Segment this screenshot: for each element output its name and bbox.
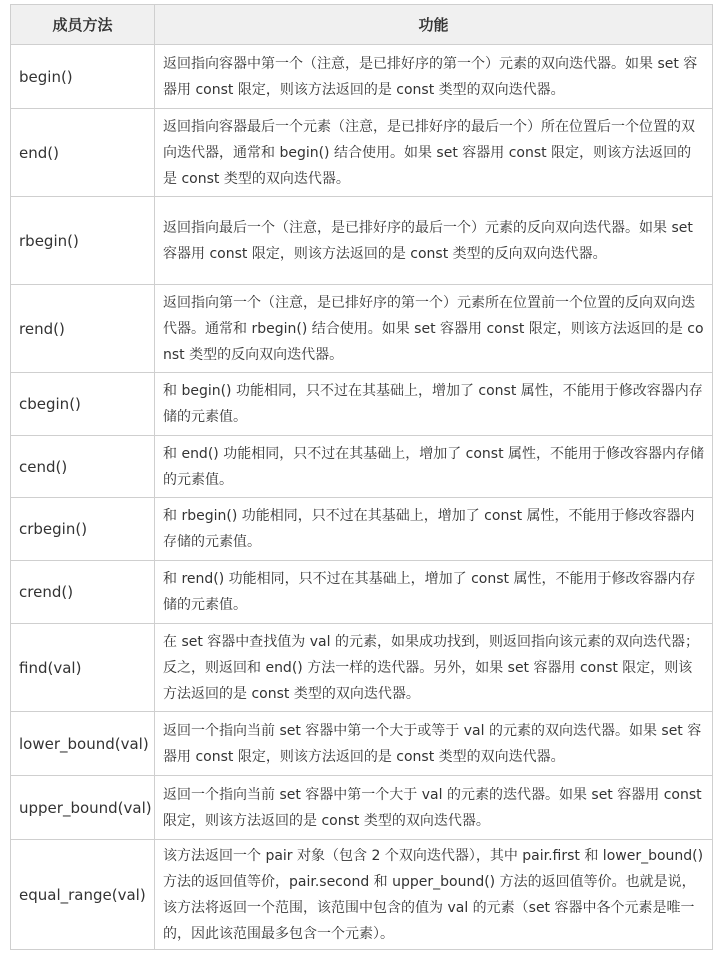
function-description-cell	[155, 436, 713, 498]
function-description-text: 和 begin() 功能相同，只不过在其基础上，增加了 const 属性，不能用于修改容器内存储的元素值。	[163, 383, 703, 425]
member-method-cell: rbegin()	[11, 197, 155, 285]
function-description-text: 和 end() 功能相同，只不过在其基础上，增加了 const 属性，不能用于修改容器内存储的元素值。	[163, 445, 705, 488]
member-method-cell: equal_range(val)	[11, 840, 155, 950]
function-description-cell	[155, 285, 713, 373]
table-row	[11, 436, 713, 498]
function-description-text: 该方法返回一个 pair 对象（包含 2 个双向迭代器），其中 pair.first 和 lower_bound() 方法的返回值等价，pair.second 和 upper_bound() 方法的返回值等价。也就是说，该方法将返回一个范围，该范围中包含的值为 val 的元素（set 容器中各个元素是唯一的，因此该范围最多包含一个元素）。	[163, 847, 704, 942]
function-description-text: 返回指向容器最后一个元素（注意，是已排好序的最后一个）所在位置后一个位置的双向迭代器，通常和 begin() 结合使用。如果 set 容器用 const 限定，则该方法返回的是 const 类型的双向迭代器。	[163, 118, 695, 187]
set-methods-table	[10, 4, 713, 950]
header-function: 功能	[155, 5, 713, 45]
table-body	[11, 45, 713, 950]
member-method-cell: end()	[11, 109, 155, 197]
table-row	[11, 840, 713, 950]
table-row	[11, 285, 713, 373]
function-description-text: 返回指向最后一个（注意，是已排好序的最后一个）元素的反向双向迭代器。如果 set 容器用 const 限定，则该方法返回的是 const 类型的反向双向迭代器。	[163, 219, 693, 262]
function-description-cell	[155, 624, 713, 712]
function-description-cell	[155, 45, 713, 109]
member-method-cell: crend()	[11, 561, 155, 624]
table-row	[11, 373, 713, 436]
function-description-cell	[155, 712, 713, 776]
table-row	[11, 712, 713, 776]
function-description-text: 在 set 容器中查找值为 val 的元素，如果成功找到，则返回指向该元素的双向迭代器；反之，则返回和 end() 方法一样的迭代器。另外，如果 set 容器用 const 限定，则该方法返回的是 const 类型的双向迭代器。	[163, 633, 699, 702]
table-row	[11, 498, 713, 561]
member-method-cell: rend()	[11, 285, 155, 373]
function-description-cell	[155, 498, 713, 561]
function-description-cell	[155, 776, 713, 840]
member-method-cell: lower_bound(val)	[11, 712, 155, 776]
function-description-cell	[155, 109, 713, 197]
table-header	[11, 5, 713, 45]
table-row	[11, 45, 713, 109]
member-method-cell: cbegin()	[11, 373, 155, 436]
function-description-cell	[155, 561, 713, 624]
function-description-text: 和 rbegin() 功能相同，只不过在其基础上，增加了 const 属性，不能用于修改容器内存储的元素值。	[163, 508, 695, 550]
member-method-cell: cend()	[11, 436, 155, 498]
function-description-text: 返回指向第一个（注意，是已排好序的第一个）元素所在位置前一个位置的反向双向迭代器。通常和 rbegin() 结合使用。如果 set 容器用 const 限定，则该方法返回的是 const 类型的反向双向迭代器。	[163, 294, 704, 363]
member-method-cell: begin()	[11, 45, 155, 109]
function-description-text: 返回一个指向当前 set 容器中第一个大于 val 的元素的迭代器。如果 set 容器用 const 限定，则该方法返回的是 const 类型的双向迭代器。	[163, 786, 702, 829]
member-method-cell: crbegin()	[11, 498, 155, 561]
table-row	[11, 624, 713, 712]
table-row	[11, 109, 713, 197]
header-member-method: 成员方法	[11, 5, 155, 45]
function-description-text: 返回一个指向当前 set 容器中第一个大于或等于 val 的元素的双向迭代器。如果 set 容器用 const 限定，则该方法返回的是 const 类型的双向迭代器。	[163, 722, 702, 765]
function-description-cell	[155, 197, 713, 285]
member-method-cell: find(val)	[11, 624, 155, 712]
function-description-cell	[155, 840, 713, 950]
function-description-text: 返回指向容器中第一个（注意，是已排好序的第一个）元素的双向迭代器。如果 set 容器用 const 限定，则该方法返回的是 const 类型的双向迭代器。	[163, 55, 698, 98]
table-row	[11, 561, 713, 624]
table-row	[11, 197, 713, 285]
table-row	[11, 776, 713, 840]
member-method-cell: upper_bound(val)	[11, 776, 155, 840]
function-description-cell	[155, 373, 713, 436]
function-description-text: 和 rend() 功能相同，只不过在其基础上，增加了 const 属性，不能用于修改容器内存储的元素值。	[163, 571, 696, 613]
header-row	[11, 5, 713, 45]
